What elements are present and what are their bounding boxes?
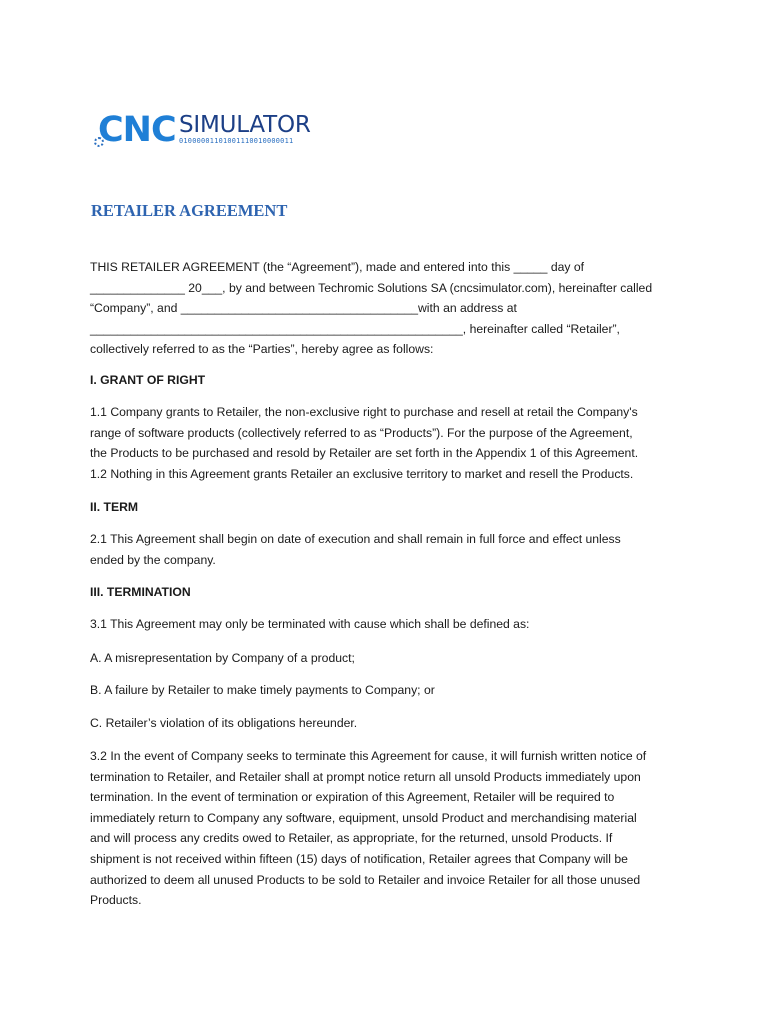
term-line: 2.1 This Agreement shall begin on date of execution and shall remain in full force and effect unless	[90, 532, 621, 546]
grant-line: 1.1 Company grants to Retailer, the non-exclusive right to purchase and resell at retail the Company's	[90, 405, 638, 419]
intro-line: ______________ 20___, by and between Techromic Solutions SA (cncsimulator.com), hereinafter called	[90, 280, 653, 295]
logo-binary-text: 01000001101001110010000011	[179, 137, 294, 145]
termination-cause-b: B. A failure by Retailer to make timely payments to Company; or	[90, 683, 435, 697]
term-line: ended by the company.	[90, 552, 216, 567]
intro-line: _______________________________________________________, hereinafter called “Retailer”,	[90, 321, 620, 336]
intro-line: “Company”, and ___________________________________with an address at	[90, 301, 517, 316]
clause-3-2-line: shipment is not received within fifteen (15) days of notification, Retailer agrees that Company will be	[90, 851, 628, 866]
clause-3-2-line: immediately return to Company any software, equipment, unsold Product and merchandising material	[90, 810, 637, 825]
term-paragraph	[90, 529, 680, 570]
section-heading-term: II. TERM	[90, 500, 139, 514]
intro-line: THIS RETAILER AGREEMENT (the “Agreement”), made and entered into this _____ day of	[90, 260, 585, 274]
termination-cause-a: A. A misrepresentation by Company of a product;	[90, 651, 355, 665]
grant-paragraph	[90, 402, 680, 484]
intro-paragraph	[90, 257, 680, 360]
section-heading-grant-of-right: I. GRANT OF RIGHT	[90, 373, 206, 387]
clause-3-2-line: authorized to deem all unused Products to be sold to Retailer and invoice Retailer for all those unused	[90, 872, 641, 887]
termination-cause-c: C. Retailer’s violation of its obligations hereunder.	[90, 716, 358, 730]
logo-simulator-text: SIMULATOR	[179, 112, 311, 138]
logo-cnc-text: CNC	[98, 110, 176, 150]
section-heading-termination: III. TERMINATION	[90, 585, 191, 599]
intro-line: collectively referred to as the “Parties”, hereby agree as follows:	[90, 342, 434, 357]
clause-3-2-line: termination. In the event of termination or expiration of this Agreement, Retailer will be required to	[90, 790, 615, 805]
clause-3-2-line: Products.	[90, 893, 142, 908]
document-title: RETAILER AGREEMENT	[91, 201, 288, 220]
clause-3-2-line: 3.2 In the event of Company seeks to terminate this Agreement for cause, it will furnish written notice of	[90, 749, 647, 763]
termination-clause-3-1: 3.1 This Agreement may only be terminated with cause which shall be defined as:	[90, 617, 530, 631]
grant-line: the Products to be purchased and resold by Retailer are set forth in the Appendix 1 of this Agreement.	[90, 446, 639, 461]
termination-clause-3-2	[90, 746, 680, 911]
clause-3-2-line: termination to Retailer, and Retailer shall at prompt notice return all unsold Products immediately upon	[90, 769, 641, 784]
clause-3-2-line: and will process any credits owed to Retailer, as appropriate, for the returned, unsold Products. If	[90, 831, 613, 846]
grant-line: 1.2 Nothing in this Agreement grants Retailer an exclusive territory to market and resell the Products.	[90, 466, 634, 481]
grant-line: range of software products (collectively referred to as “Products”). For the purpose of the Agreement,	[90, 425, 633, 440]
cnc-simulator-logo	[94, 112, 309, 152]
